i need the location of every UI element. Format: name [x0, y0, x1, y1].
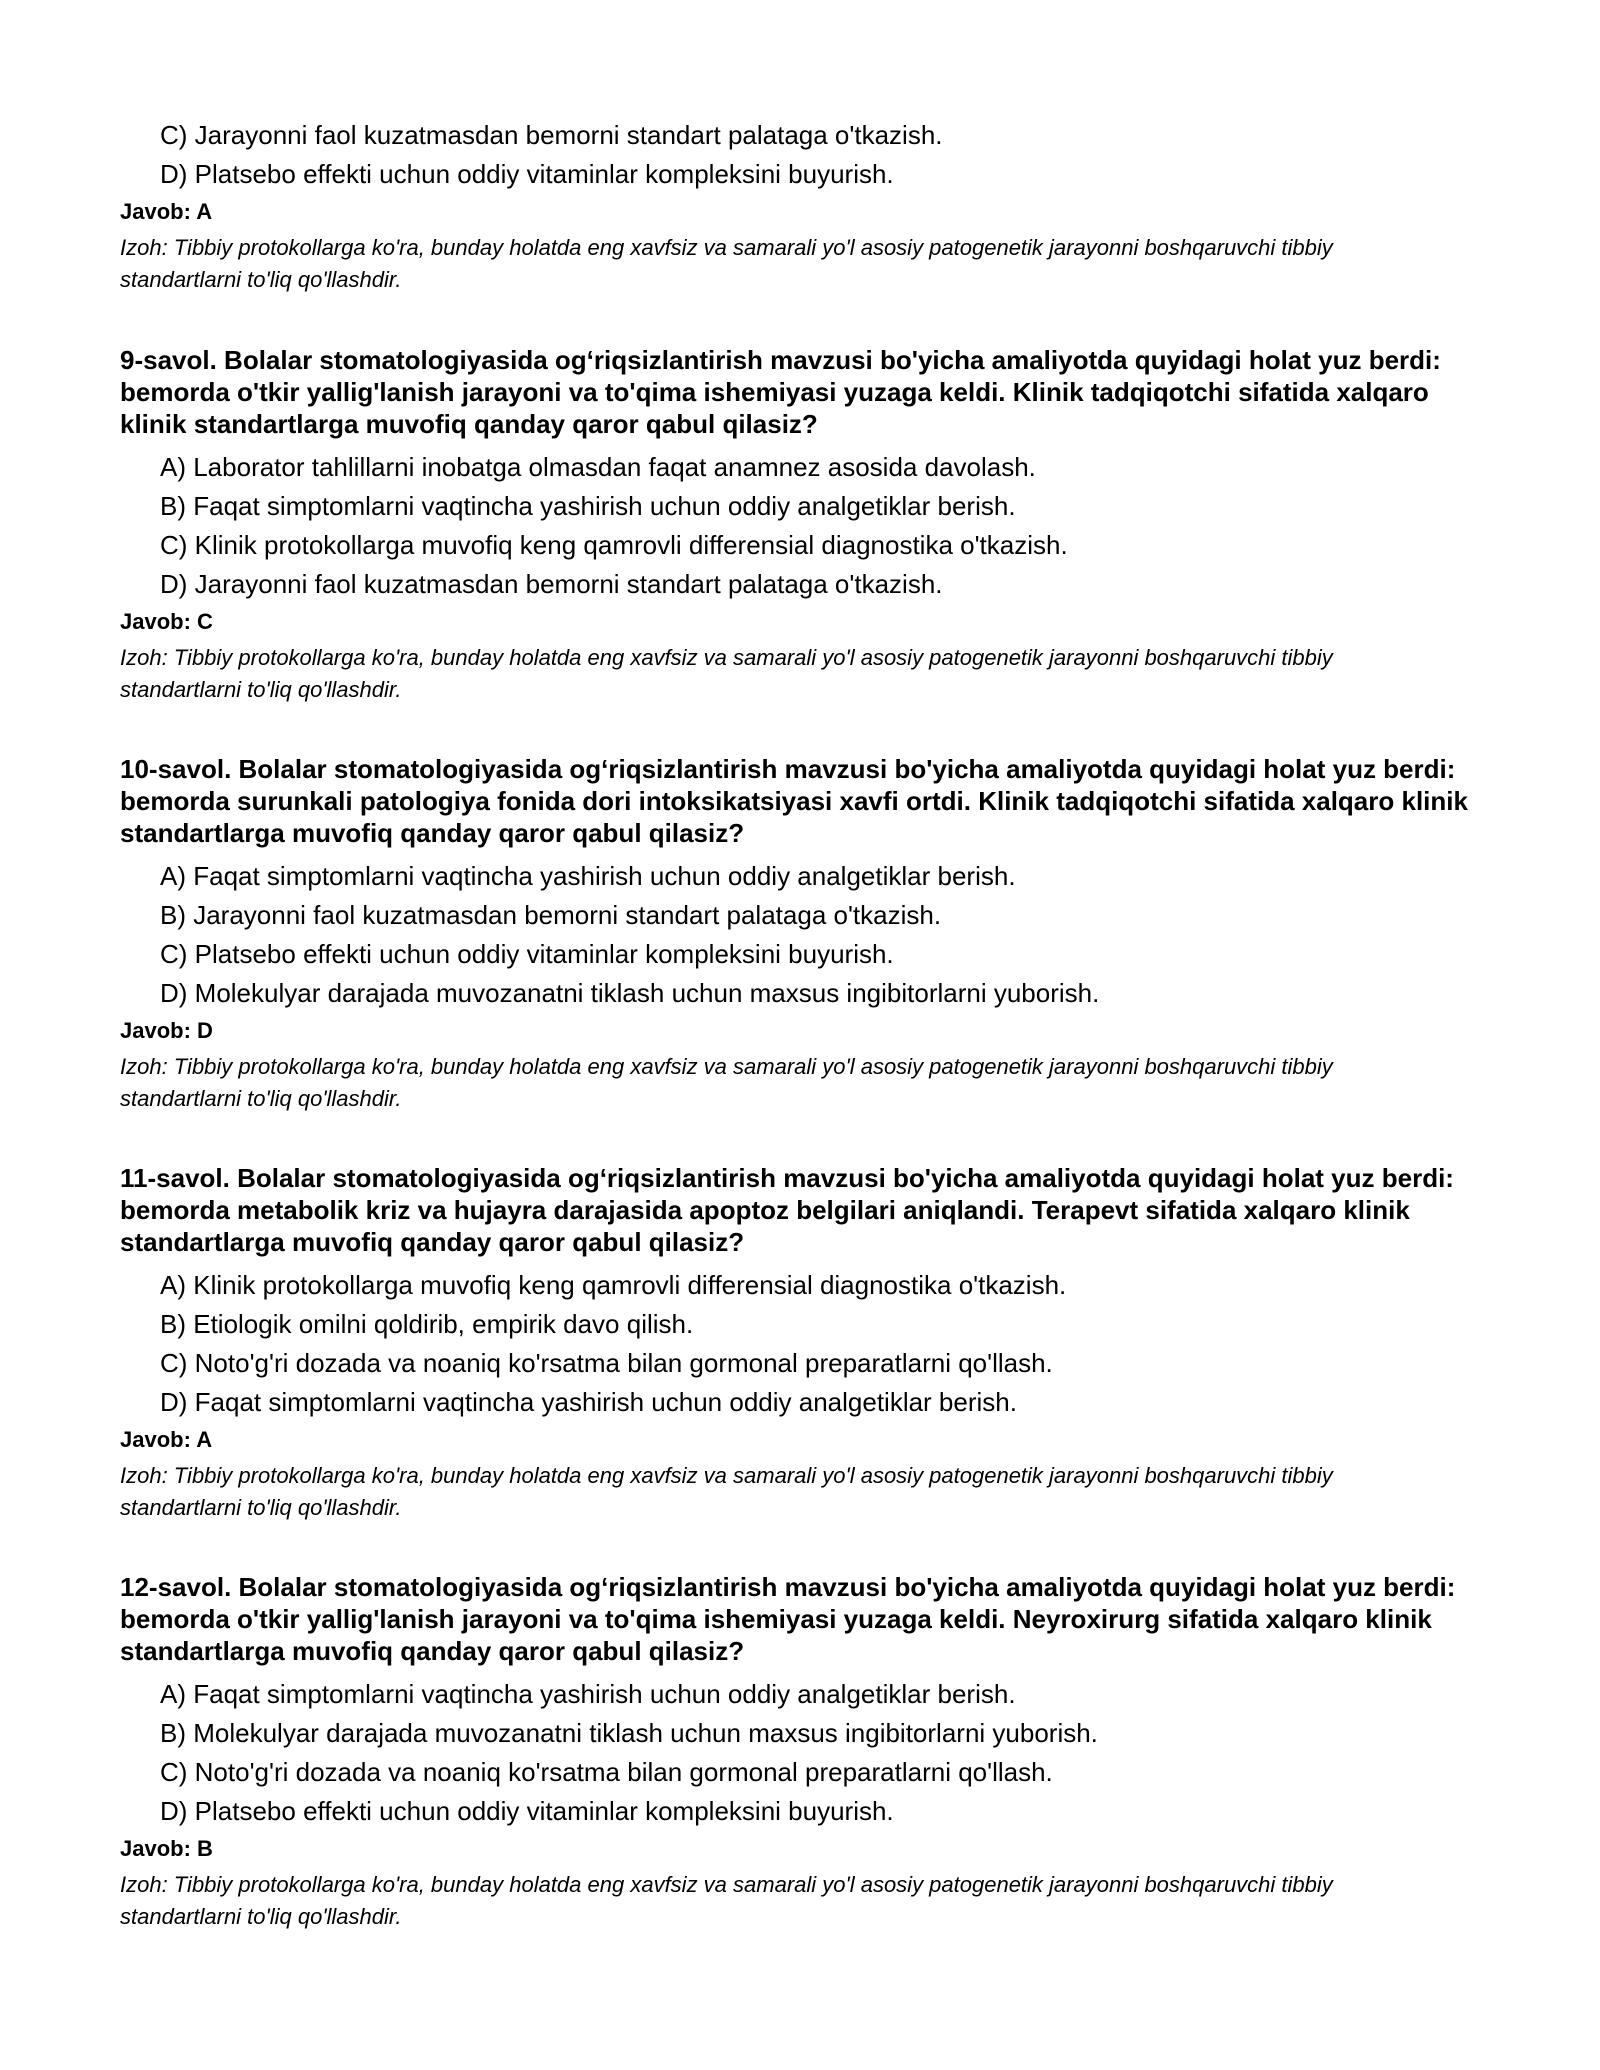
option-c: C) Platsebo effekti uchun oddiy vitaminlar kompleksini buyurish.: [160, 939, 894, 969]
option-a: A) Laborator tahlillarni inobatga olmasdan faqat anamnez asosida davolash.: [160, 452, 1036, 482]
option-b: B) Etiologik omilni qoldirib, empirik davo qilish.: [160, 1309, 694, 1339]
option-a: A) Klinik protokollarga muvofiq keng qamrovli differensial diagnostika o'tkazish.: [160, 1270, 1067, 1300]
question-text: 11-savol. Bolalar stomatologiyasida og‘riqsizlantirish mavzusi bo'yicha amaliyotda quyidagi holat yuz berdi: bemorda metabolik kriz va hujayra darajasida apoptoz belgilari aniqlandi. Terapevt sifatida xalqaro klinik standartlarga muvofiq qanday qaror qabul qilasiz?: [120, 1163, 1454, 1257]
question-text: 9-savol. Bolalar stomatologiyasida og‘riqsizlantirish mavzusi bo'yicha amaliyotda quyidagi holat yuz berdi: bemorda o'tkir yallig'lanish jarayoni va to'qima ishemiyasi yuzaga keldi. Klinik tadqiqotchi sifatida xalqaro klinik standartlarga muvofiq qanday qaror qabul qilasiz?: [120, 345, 1441, 439]
answer-label: Javob: A: [120, 1427, 213, 1452]
explanation-note: Izoh: Tibbiy protokollarga ko'ra, bunday holatda eng xavfsiz va samarali yo'l asosiy patogenetik jarayonni boshqaruvchi tibbiy standartlarni to'liq qo'llashdir.: [120, 1054, 1333, 1111]
option-c: C) Jarayonni faol kuzatmasdan bemorni standart palataga o'tkazish.: [160, 120, 943, 150]
option-d: D) Platsebo effekti uchun oddiy vitaminlar kompleksini buyurish.: [160, 159, 894, 189]
option-d: D) Molekulyar darajada muvozanatni tiklash uchun maxsus ingibitorlarni yuborish.: [160, 978, 1100, 1008]
option-c: C) Noto'g'ri dozada va noaniq ko'rsatma bilan gormonal preparatlarni qo'llash.: [160, 1348, 1053, 1378]
question-text: 12-savol. Bolalar stomatologiyasida og‘riqsizlantirish mavzusi bo'yicha amaliyotda quyidagi holat yuz berdi: bemorda o'tkir yallig'lanish jarayoni va to'qima ishemiyasi yuzaga keldi. Neyroxirurg sifatida xalqaro klinik standartlarga muvofiq qanday qaror qabul qilasiz?: [120, 1572, 1456, 1666]
question-10: [120, 753, 1480, 1115]
question-8-fragment: [120, 120, 1480, 296]
explanation-note: Izoh: Tibbiy protokollarga ko'ra, bunday holatda eng xavfsiz va samarali yo'l asosiy patogenetik jarayonni boshqaruvchi tibbiy standartlarni to'liq qo'llashdir.: [120, 1872, 1333, 1929]
option-d: D) Platsebo effekti uchun oddiy vitaminlar kompleksini buyurish.: [160, 1796, 894, 1826]
explanation-note: Izoh: Tibbiy protokollarga ko'ra, bunday holatda eng xavfsiz va samarali yo'l asosiy patogenetik jarayonni boshqaruvchi tibbiy standartlarni to'liq qo'llashdir.: [120, 1463, 1333, 1520]
question-9: [120, 344, 1480, 706]
option-c: C) Noto'g'ri dozada va noaniq ko'rsatma bilan gormonal preparatlarni qo'llash.: [160, 1757, 1053, 1787]
option-b: B) Molekulyar darajada muvozanatni tiklash uchun maxsus ingibitorlarni yuborish.: [160, 1718, 1098, 1748]
question-11: [120, 1162, 1480, 1524]
answer-label: Javob: B: [120, 1836, 213, 1861]
answer-label: Javob: D: [120, 1018, 213, 1043]
explanation-note: Izoh: Tibbiy protokollarga ko'ra, bunday holatda eng xavfsiz va samarali yo'l asosiy patogenetik jarayonni boshqaruvchi tibbiy standartlarni to'liq qo'llashdir.: [120, 645, 1333, 702]
option-d: D) Faqat simptomlarni vaqtincha yashirish uchun oddiy analgetiklar berish.: [160, 1387, 1017, 1417]
answer-label: Javob: A: [120, 199, 213, 224]
answer-label: Javob: C: [120, 609, 213, 634]
question-12: [120, 1571, 1480, 1933]
option-d: D) Jarayonni faol kuzatmasdan bemorni standart palataga o'tkazish.: [160, 569, 943, 599]
option-b: B) Jarayonni faol kuzatmasdan bemorni standart palataga o'tkazish.: [160, 900, 942, 930]
option-b: B) Faqat simptomlarni vaqtincha yashirish uchun oddiy analgetiklar berish.: [160, 491, 1016, 521]
option-a: A) Faqat simptomlarni vaqtincha yashirish uchun oddiy analgetiklar berish.: [160, 861, 1016, 891]
explanation-note: Izoh: Tibbiy protokollarga ko'ra, bunday holatda eng xavfsiz va samarali yo'l asosiy patogenetik jarayonni boshqaruvchi tibbiy standartlarni to'liq qo'llashdir.: [120, 235, 1333, 292]
option-a: A) Faqat simptomlarni vaqtincha yashirish uchun oddiy analgetiklar berish.: [160, 1679, 1016, 1709]
option-c: C) Klinik protokollarga muvofiq keng qamrovli differensial diagnostika o'tkazish.: [160, 530, 1068, 560]
question-text: 10-savol. Bolalar stomatologiyasida og‘riqsizlantirish mavzusi bo'yicha amaliyotda quyidagi holat yuz berdi: bemorda surunkali patologiya fonida dori intoksikatsiyasi xavfi ortdi. Klinik tadqiqotchi sifatida xalqaro klinik standartlarga muvofiq qanday qaror qabul qilasiz?: [120, 754, 1468, 848]
